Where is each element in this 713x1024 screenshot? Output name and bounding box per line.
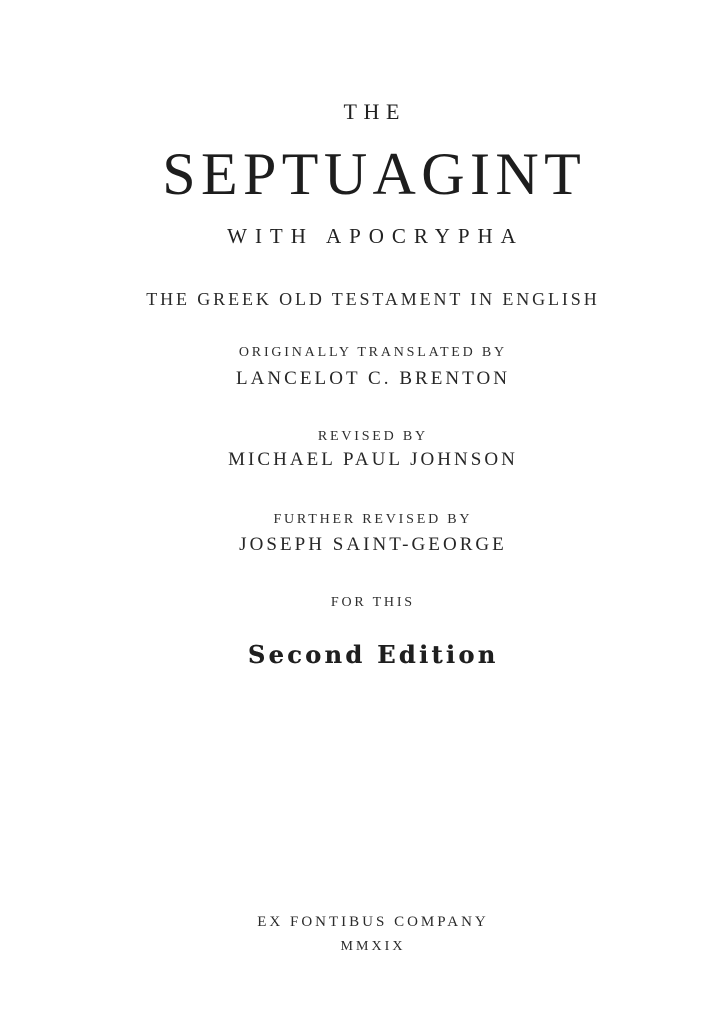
book-title: SEPTUAGINT bbox=[162, 141, 587, 207]
publisher-name: EX FONTIBUS COMPANY bbox=[257, 914, 489, 930]
edition-intro: FOR THIS bbox=[330, 595, 415, 610]
book-pretitle: THE bbox=[343, 99, 407, 124]
credit-name-original-translator: LANCELOT C. BRENTON bbox=[236, 368, 510, 389]
book-tagline: THE GREEK OLD TESTAMENT IN ENGLISH bbox=[146, 289, 600, 309]
title-page-content bbox=[30, 0, 713, 1024]
publication-year: MMXIX bbox=[340, 939, 406, 954]
credit-role-reviser: REVISED BY bbox=[317, 429, 428, 444]
edition-name: Second Edition bbox=[247, 640, 499, 669]
credit-role-original-translator: ORIGINALLY TRANSLATED BY bbox=[238, 345, 507, 360]
credit-role-further-reviser: FURTHER REVISED BY bbox=[273, 512, 473, 527]
credit-name-reviser: MICHAEL PAUL JOHNSON bbox=[228, 449, 518, 470]
book-subtitle: WITH APOCRYPHA bbox=[227, 224, 524, 248]
credit-name-further-reviser: JOSEPH SAINT-GEORGE bbox=[239, 534, 507, 555]
